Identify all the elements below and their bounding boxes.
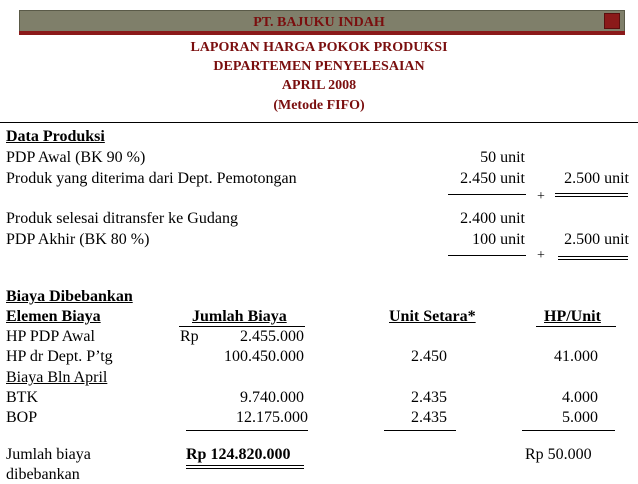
header-underline [536,326,616,327]
produksi-row-label: Produk yang diterima dari Dept. Pemotongan [6,170,297,187]
sum-line [555,193,628,194]
biaya-row-jumlah: 12.175.000 [236,409,308,426]
produksi-row-qty: 100 unit [472,231,525,248]
biaya-row-jumlah: 9.740.000 [240,389,304,406]
biaya-row-hp: 4.000 [562,389,598,406]
total-label: dibebankan [6,466,80,483]
col-header-jumlah: Jumlah Biaya [192,308,287,325]
header-underline [179,326,305,327]
biaya-row-jumlah: 2.455.000 [240,328,304,345]
report-period: APRIL 2008 [281,78,357,93]
total-jumlah: Rp 124.820.000 [186,446,291,463]
total-hp: Rp 50.000 [525,446,592,463]
biaya-subheading: Biaya Bln April [6,369,108,386]
header-divider [0,122,638,123]
produksi-row-qty: 2.450 unit [460,170,525,187]
biaya-row-jumlah: 100.450.000 [224,348,304,365]
produksi-row-total: 2.500 unit [564,231,629,248]
total-double-line [186,468,304,469]
produksi-row-label: PDP Awal (BK 90 %) [6,149,146,166]
sum-line [522,430,615,431]
biaya-row-unit: 2.450 [411,348,447,365]
sum-line [448,255,526,256]
produksi-row-qty: 50 unit [480,149,525,166]
biaya-row-unit: 2.435 [411,409,447,426]
plus-sign: + [537,189,545,204]
total-double-line [186,465,304,466]
report-title: LAPORAN HARGA POKOK PRODUKSI [190,40,448,55]
col-header-elemen: Elemen Biaya [6,308,101,325]
biaya-row-unit: 2.435 [411,389,447,406]
sum-line [448,194,526,195]
sum-line [186,430,308,431]
biaya-heading: Biaya Dibebankan [6,288,133,305]
report-method: (Metode FIFO) [273,98,365,113]
sum-line [555,196,628,197]
biaya-row-hp: 5.000 [562,409,598,426]
total-label: Jumlah biaya [6,446,91,463]
biaya-row-hp: 41.000 [554,348,598,365]
produksi-row-total: 2.500 unit [564,170,629,187]
biaya-row-label: HP dr Dept. P’tg [6,348,113,365]
plus-sign: + [537,248,545,263]
biaya-row-label: HP PDP Awal [6,328,95,345]
produksi-heading: Data Produksi [6,128,105,145]
col-header-hp: HP/Unit [544,308,601,325]
produksi-row-label: PDP Akhir (BK 80 %) [6,231,150,248]
biaya-row-label: BOP [6,409,38,426]
company-name: PT. BAJUKU INDAH [253,15,385,30]
title-bar-accent-line [19,31,625,35]
sum-line [558,256,628,257]
col-header-unit: Unit Setara* [389,308,476,325]
produksi-row-qty: 2.400 unit [460,210,525,227]
sum-line [384,430,456,431]
biaya-row-label: BTK [6,389,38,406]
produksi-row-label: Produk selesai ditransfer ke Gudang [6,210,238,227]
report-department: DEPARTEMEN PENYELESAIAN [213,59,425,74]
sum-line [558,259,628,260]
biaya-row-rp: Rp [180,328,199,345]
